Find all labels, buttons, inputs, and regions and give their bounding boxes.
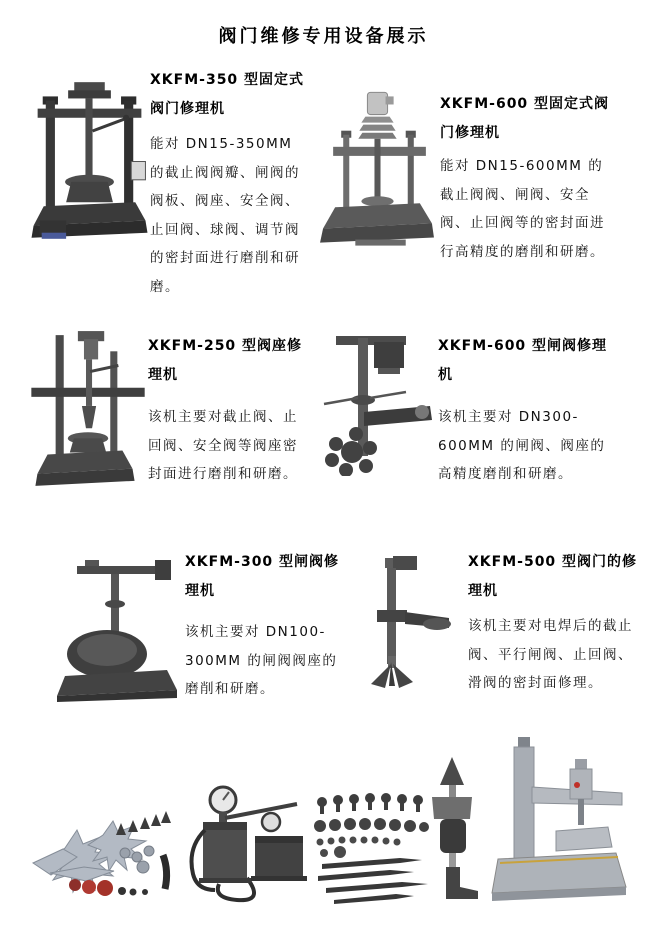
photo-hydraulic-test-pump bbox=[185, 778, 310, 910]
machine-photo-xkfm-250 bbox=[25, 325, 149, 495]
product-description: 该机主要对 DN300-600MM 的闸阀、阀座的高精度磨削和研磨。 bbox=[438, 409, 606, 482]
photo-valve-grinder-head bbox=[420, 755, 485, 905]
product-description: 能对 DN15-350MM 的截止阀阀瓣、闸阀的阀板、阀座、安全阀、止回阀、球阀、调节阀的密封面进行磨削和研磨。 bbox=[150, 136, 300, 295]
product-model: XKFM-350 型固定式阀门修理机 bbox=[150, 72, 305, 117]
machine-photo-xkfm-350 bbox=[25, 72, 153, 250]
product-model: XKFM-600 型闸阀修理机 bbox=[438, 338, 608, 383]
product-model: XKFM-600 型固定式阀门修理机 bbox=[440, 96, 610, 141]
product-description: 该机主要对电焊后的截止阀、平行闸阀、止回阀、滑阀的密封面修理。 bbox=[468, 618, 633, 691]
product-block-xkfm-250 bbox=[148, 332, 306, 489]
product-block-xkfm-350 bbox=[150, 66, 308, 301]
machine-photo-xkfm-300 bbox=[55, 552, 190, 702]
product-block-xkfm-500 bbox=[468, 548, 640, 698]
product-model: XKFM-500 型阀门的修理机 bbox=[468, 554, 638, 599]
product-description: 该机主要对 DN100-300MM 的闸阀阀座的磨削和研磨。 bbox=[185, 624, 338, 697]
product-model: XKFM-300 型闸阀修理机 bbox=[185, 554, 340, 599]
machine-photo-xkfm-500 bbox=[340, 552, 462, 694]
product-block-xkfm-300 bbox=[185, 548, 345, 704]
product-description: 能对 DN15-600MM 的截止阀阀、闸阀、安全阀、止回阀等的密封面进行高精度的磨削和研磨。 bbox=[440, 158, 605, 260]
page-title: 阀门维修专用设备展示 bbox=[218, 26, 429, 47]
product-block-xkfm-600-fixed bbox=[440, 90, 612, 266]
photo-spare-parts-pile bbox=[25, 793, 180, 908]
machine-photo-xkfm-600-gate bbox=[318, 328, 438, 476]
machine-photo-xkfm-600-fixed bbox=[315, 88, 441, 252]
photo-radial-drilling-machine bbox=[490, 735, 630, 905]
product-block-xkfm-600-gate bbox=[438, 332, 610, 489]
product-model: XKFM-250 型阀座修理机 bbox=[148, 338, 303, 383]
product-description: 该机主要对截止阀、止回阀、安全阀等阀座密封面进行磨削和研磨。 bbox=[148, 409, 298, 482]
photo-grinding-tool-set bbox=[310, 790, 435, 908]
